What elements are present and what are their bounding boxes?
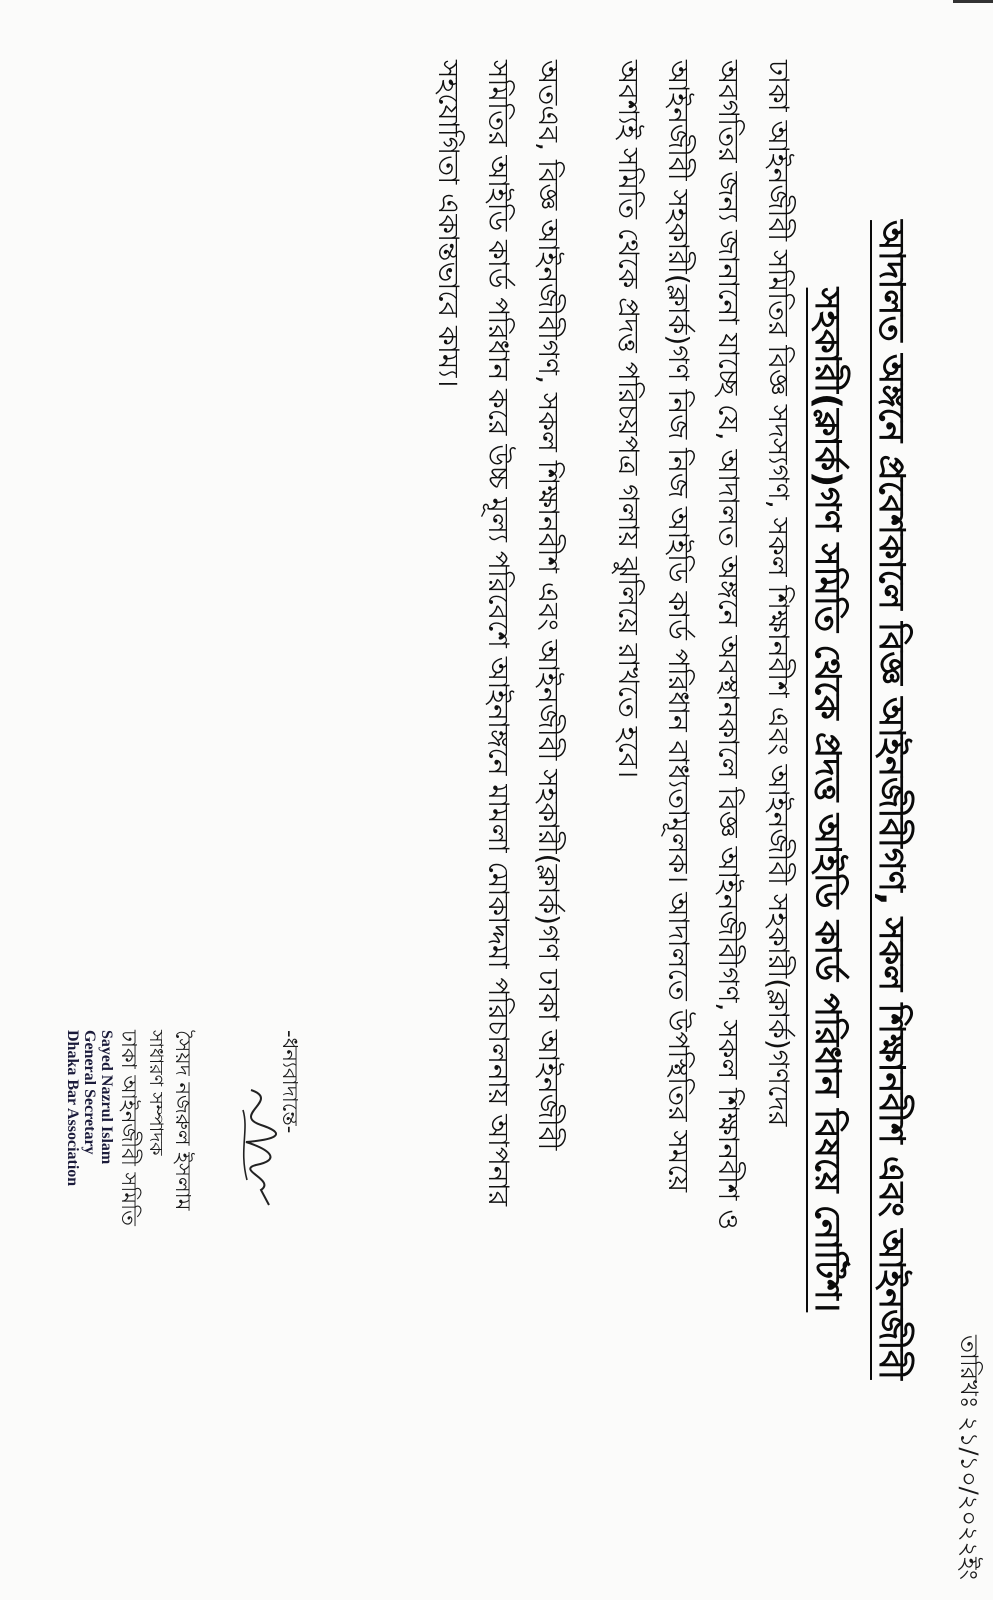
paragraph-line: সহযোগিতা একান্তভাবে কাম্য। [432, 60, 465, 388]
signatory-org-en: Dhaka Bar Association [64, 1030, 81, 1187]
date-line: তারিখঃ ২১/১০/২০২২ইং [955, 1335, 983, 1580]
signatory-role-bn: সাধারণ সম্পাদক [145, 1030, 167, 1156]
notice-title [795, 80, 923, 1520]
signatory-name-bn: সৈয়দ নজরুল ইসলাম [171, 1030, 195, 1211]
paragraph-line: ঢাকা আইনজীবী সমিতির বিজ্ঞ সদস্যগণ, সকল শিক্ষানবীশ এবং আইনজীবী সহকারী(ক্লার্ক)গণদের [762, 60, 795, 1127]
signatory-name-en: Sayed Nazrul Islam [98, 1030, 115, 1165]
paragraph-line: অবশ্যই সমিতি থেকে প্রদত্ত পরিচয়পত্র গলায় ঝুলিয়ে রাখতে হবে। [612, 60, 645, 779]
closing-thanks: -ধন্যবাদান্তে- [278, 1030, 302, 1134]
paragraph-line: অবগতির জন্য জানানো যাচ্ছে যে, আদালত অঙ্গনে অবস্থানকালে বিজ্ঞ আইনজীবীগণ, সকল শিক্ষানবীশ ও [712, 60, 745, 1230]
title-line: আদালত অঙ্গনে প্রবেশকালে বিজ্ঞ আইনজীবীগণ, সকল শিক্ষানবীশ এবং আইনজীবী [871, 220, 911, 1380]
paragraph-line: সমিতির আইডি কার্ড পরিধান করে উচ্চ মূল্য পরিবেশে আইনাঙ্গনে মামলা মোকাদ্দমা পরিচালনায় আপনার [482, 60, 515, 1207]
signature-block [64, 1030, 303, 1350]
handwritten-signature-icon [221, 1080, 291, 1210]
signatory-role-en: General Secretary [81, 1030, 98, 1155]
signatory-org-bn: ঢাকা আইনজীবী সমিতি [117, 1030, 141, 1226]
paragraph-line: আইনজীবী সহকারী(ক্লার্ক)গণ নিজ নিজ আইডি কার্ড পরিধান বাধ্যতামূলক। আদালতে উপস্থিতির সময়ে [662, 60, 695, 1193]
paragraph-line: অতএব, বিজ্ঞ আইনজীবীগণ, সকল শিক্ষানবীশ এবং আইনজীবী সহকারী(ক্লার্ক)গণ ঢাকা আইনজীবী [532, 60, 565, 1151]
title-line: সহকারী(ক্লার্ক)গণ সমিতি থেকে প্রদত্ত আইডি কার্ড পরিধান বিষয়ে নোটিশ। [807, 287, 847, 1313]
notice-paragraph-2 [423, 60, 573, 1560]
notice-paragraph-1 [603, 60, 803, 1560]
